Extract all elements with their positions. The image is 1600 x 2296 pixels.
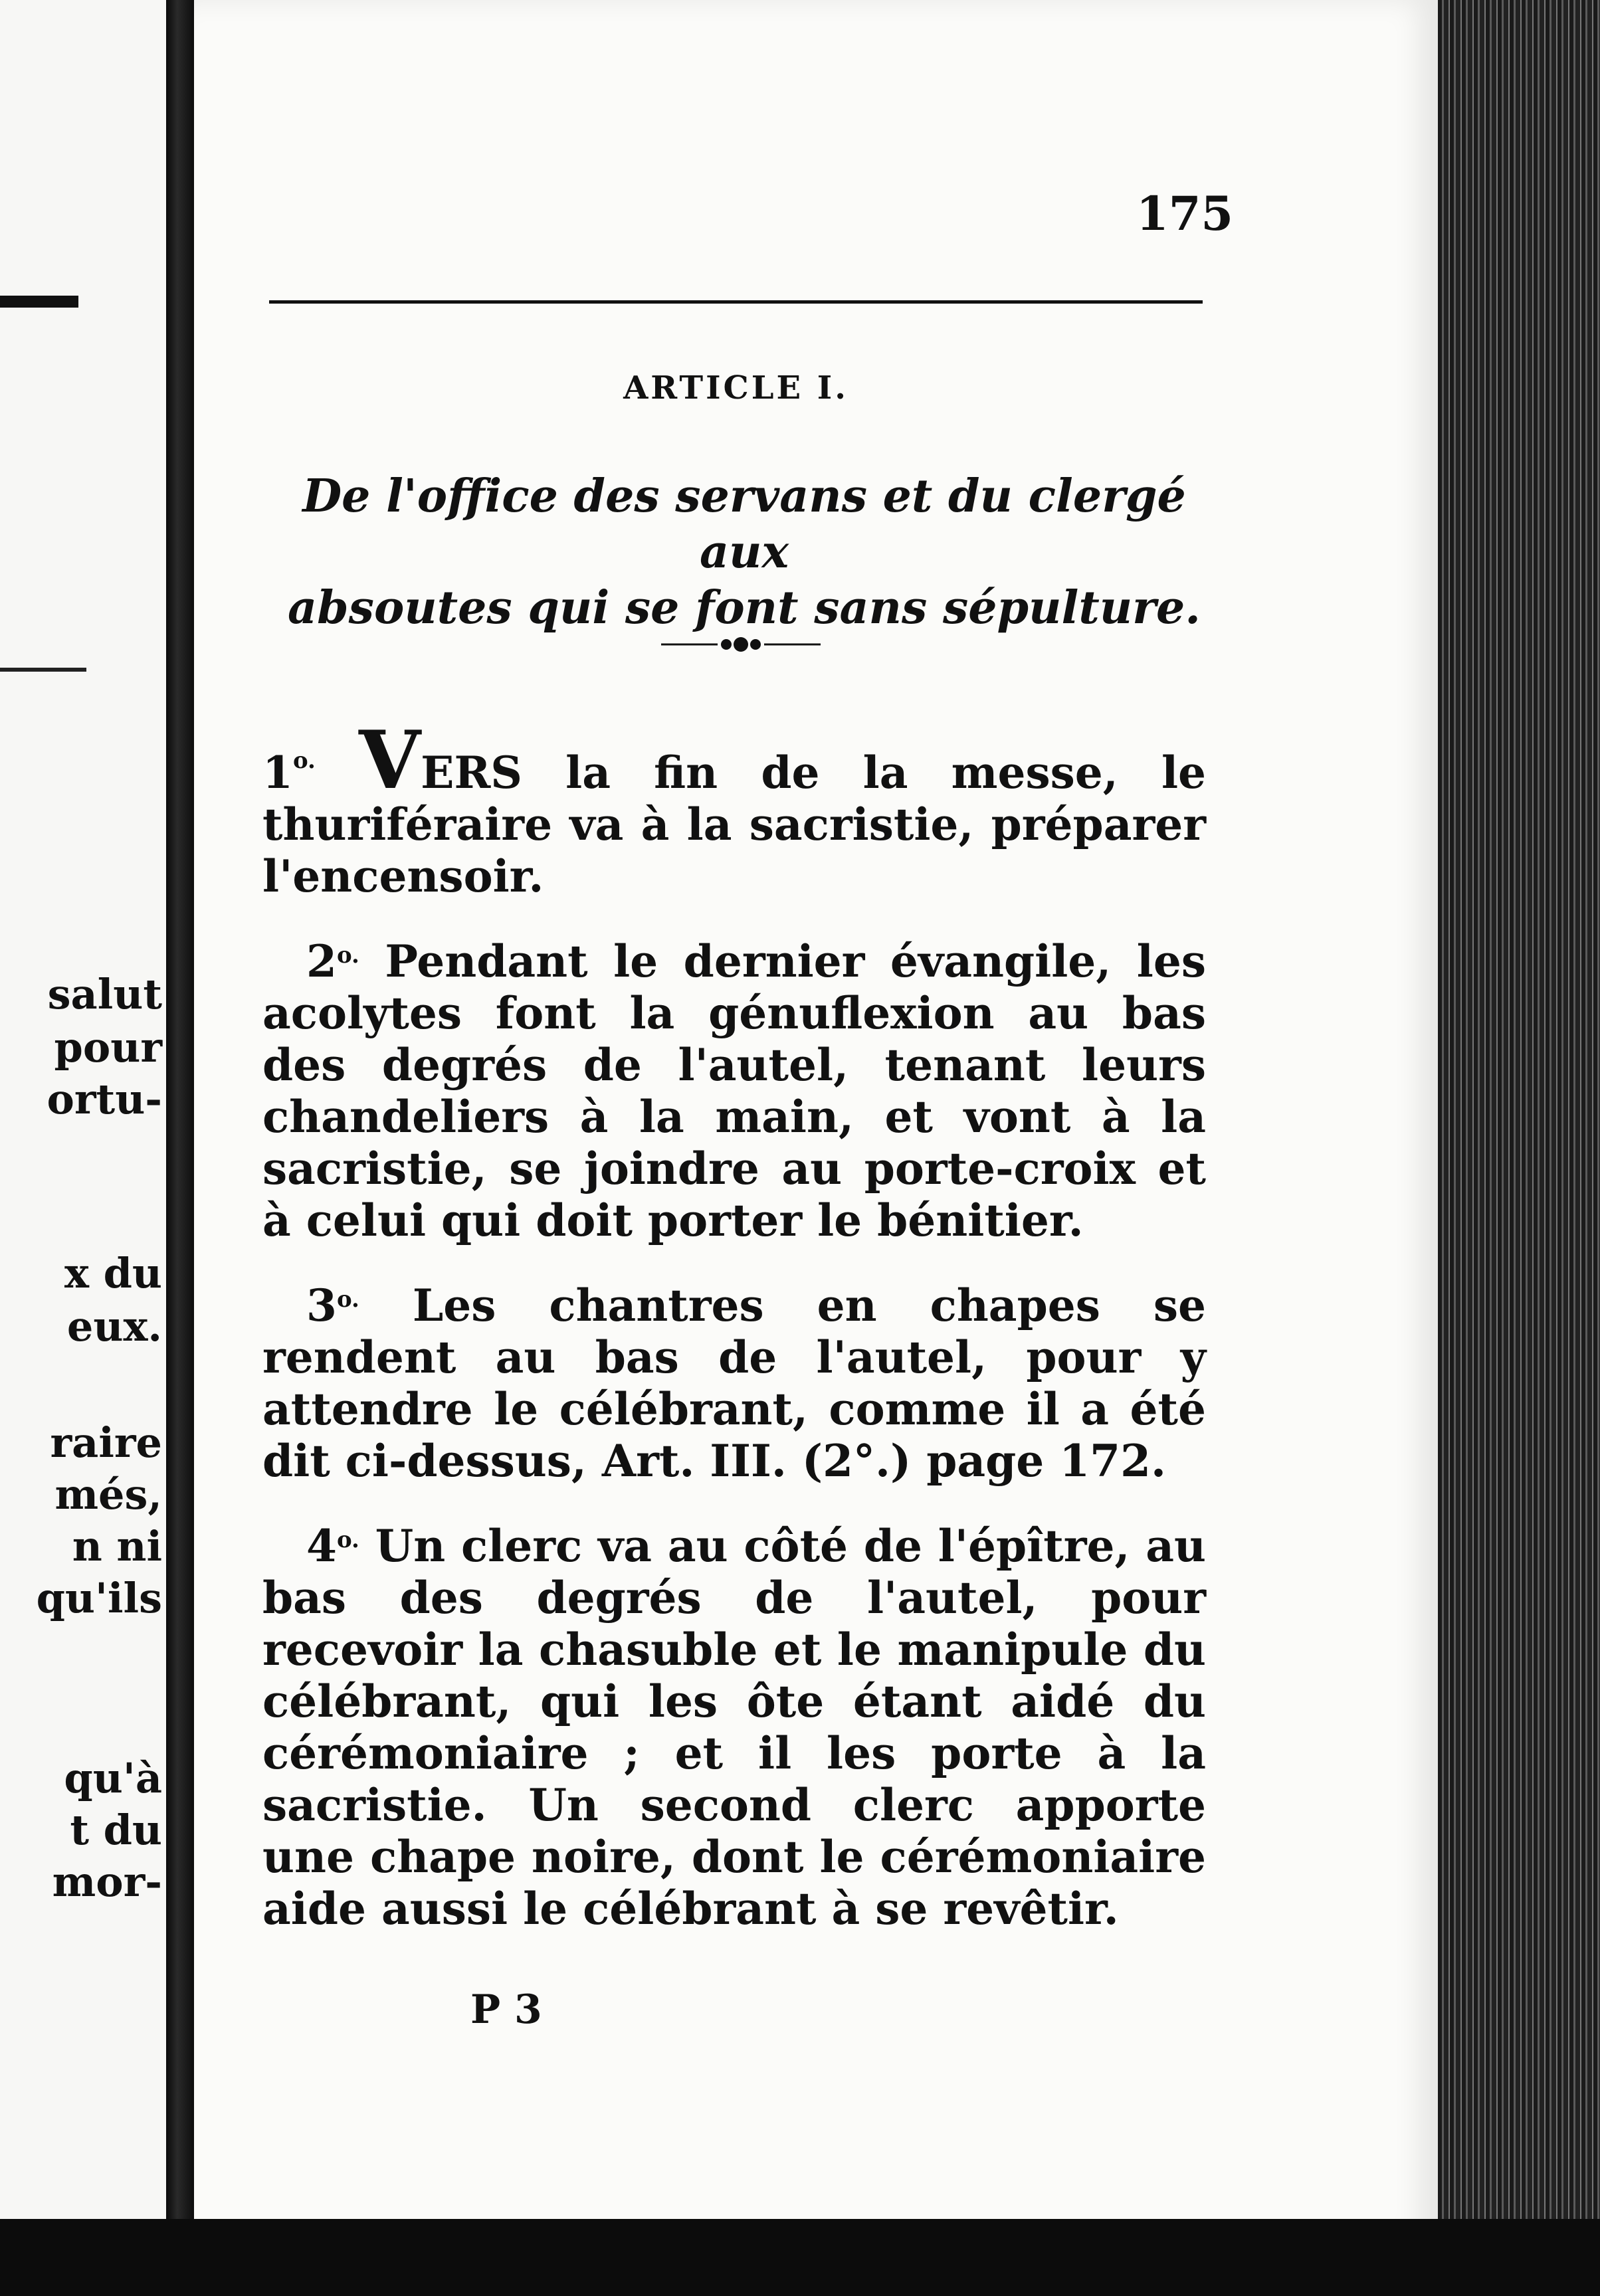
left-page-line: n ni — [72, 1522, 162, 1571]
left-page-line: eux. — [66, 1302, 162, 1351]
paragraph-4 — [262, 1520, 1206, 1935]
left-page-line: x du — [64, 1249, 162, 1297]
ornament-divider-icon — [654, 631, 827, 658]
drop-cap: V — [359, 714, 421, 807]
paragraph-number: $3^{o.}$ — [306, 1280, 359, 1331]
paragraph-3 — [262, 1280, 1206, 1487]
paragraph-text: Les chantres en chapes se rendent au bas de l'autel, pour y attendre le célébrant, comme il a été dit ci-dessus, Art. III. (2°.) page 172. — [262, 1280, 1206, 1487]
header-rule — [269, 300, 1203, 304]
paragraph-1 — [262, 714, 1207, 902]
left-page-line: ortu- — [47, 1075, 162, 1123]
left-page-line: raire — [50, 1418, 162, 1467]
paragraph-number: $4^{o.}$ — [306, 1520, 359, 1572]
left-page-fragment — [0, 0, 166, 2219]
left-page-line: qu'à — [64, 1754, 162, 1802]
paragraph-number: $2^{o.}$ — [306, 935, 359, 987]
paragraph-number: $1^{o.}$ — [262, 747, 316, 799]
signature-mark: P 3 — [470, 1986, 542, 2033]
paragraph-2 — [262, 935, 1206, 1246]
section-title-line-1: De l'office des servans et du clergé aux — [302, 470, 1186, 579]
left-page-line: més, — [54, 1470, 162, 1519]
left-page-line: t du — [70, 1806, 162, 1854]
page-number: 175 — [1136, 186, 1234, 241]
left-page-line: pour — [54, 1023, 162, 1072]
left-page-line: qu'ils — [36, 1574, 162, 1622]
body-text — [262, 714, 1207, 1935]
left-page-rule — [0, 296, 78, 308]
paragraph-text: Un clerc va au côté de l'épître, au bas des degrés de l'autel, pour recevoir la chasuble et le manipule du célébrant, qui les ôte étant aidé du cérémoniaire ; et il les porte à la sacristie. Un second clerc apporte une chape noire, dont le cérémoniaire aide aussi le célébrant à se revêtir. — [262, 1520, 1206, 1935]
book-gutter — [166, 0, 194, 2296]
section-title-line-2: absoutes qui se font sans sépulture. — [288, 581, 1201, 634]
left-page-line: mor- — [52, 1858, 162, 1906]
left-page-line: salut — [47, 970, 162, 1018]
scan-bottom-border — [0, 2219, 1600, 2296]
paragraph-text: ERS la fin de la messe, le thuriféraire va à la sacristie, préparer l'encensoir. — [262, 747, 1207, 902]
left-page-rule-thin — [0, 668, 86, 672]
section-title — [269, 468, 1219, 636]
book-page-edges — [1438, 0, 1600, 2296]
article-heading: ARTICLE I. — [623, 369, 849, 407]
paragraph-text: Pendant le dernier évangile, les acolytes font la génuflexion au bas des degrés de l'autel, tenant leurs chandeliers à la main, et vont à la sacristie, se joindre au porte-croix et à celui qui doit porter le bénitier. — [262, 935, 1206, 1246]
